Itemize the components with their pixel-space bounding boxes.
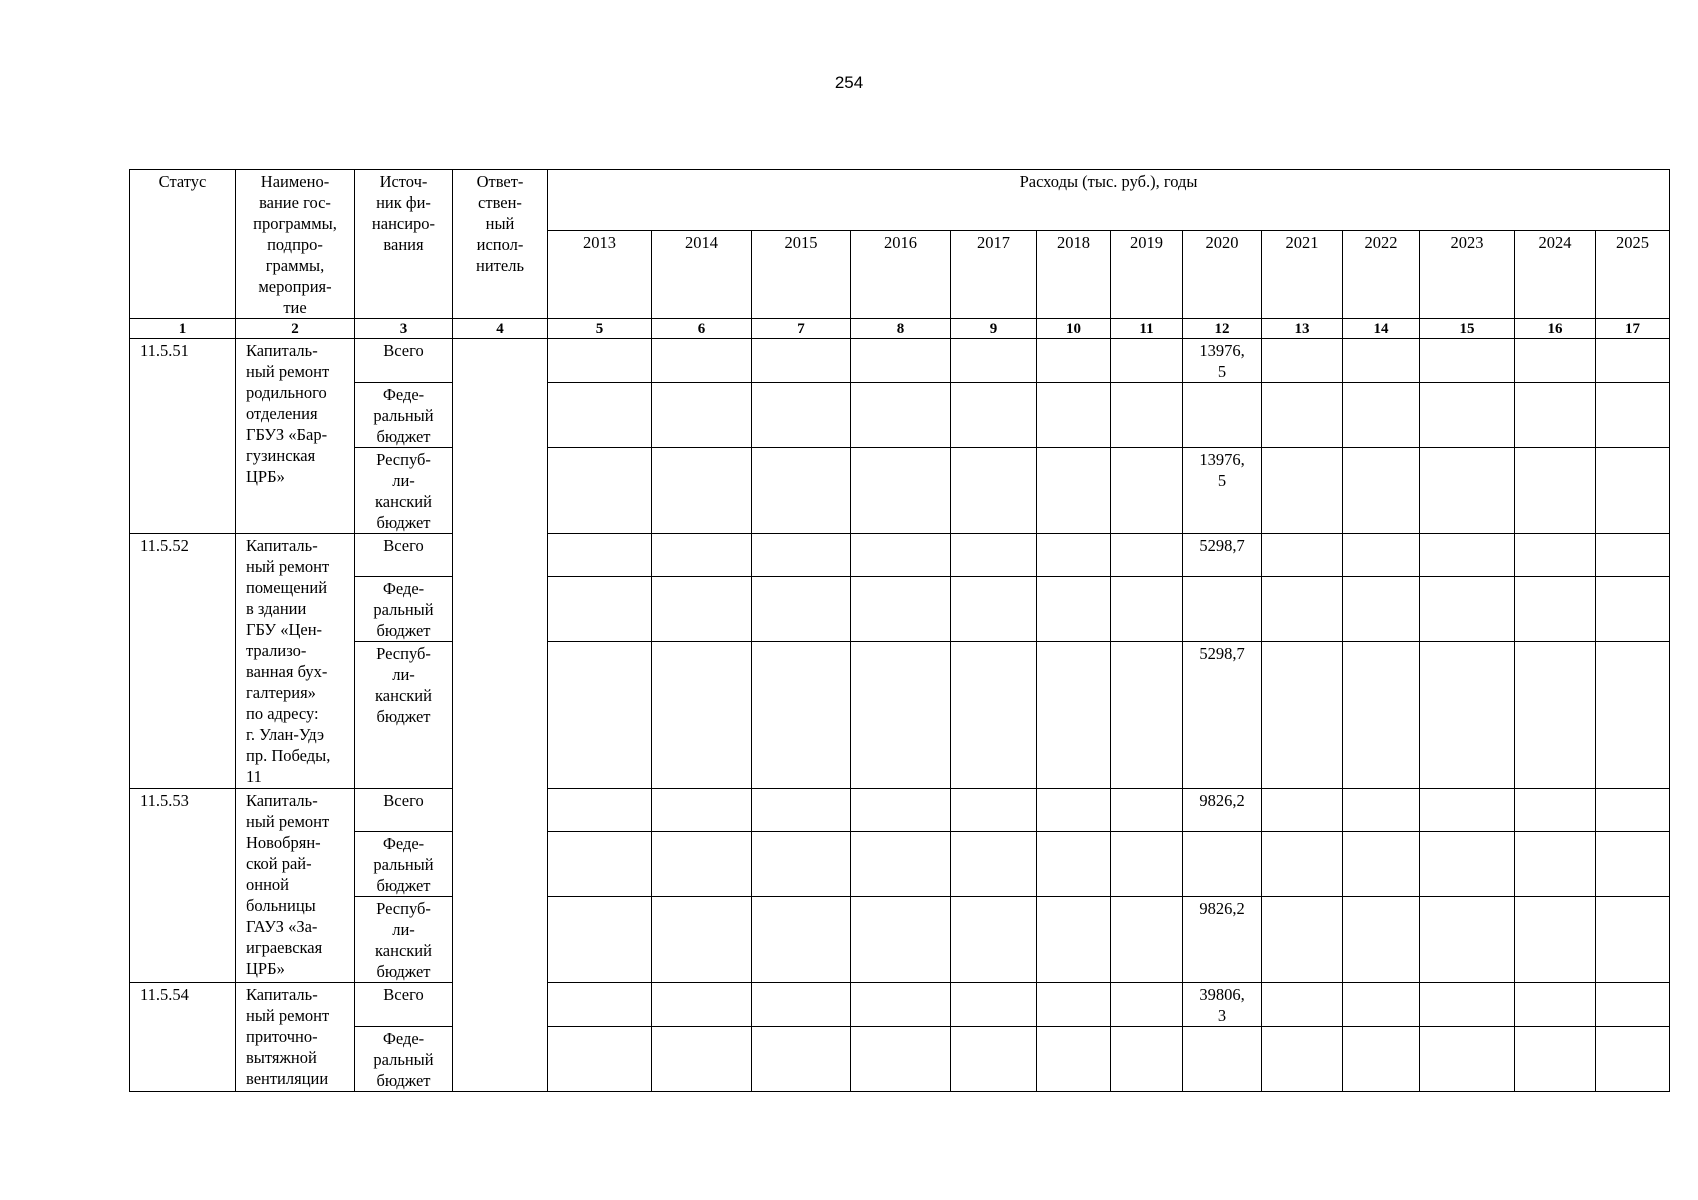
cell-2013 (548, 383, 652, 448)
cell-2024 (1515, 577, 1596, 642)
cell-2021 (1262, 897, 1343, 983)
cell-2019 (1111, 339, 1183, 383)
cell-2018 (1037, 534, 1111, 577)
column-number-13: 13 (1262, 319, 1343, 339)
cell-2014 (652, 789, 752, 832)
cell-2020: 39806, 3 (1183, 983, 1262, 1027)
table-row (130, 642, 1670, 789)
cell-2024 (1515, 789, 1596, 832)
cell-2015 (752, 339, 851, 383)
cell-2017 (951, 577, 1037, 642)
cell-2024 (1515, 642, 1596, 789)
cell-2021 (1262, 534, 1343, 577)
cell-2023 (1420, 339, 1515, 383)
table-row (130, 448, 1670, 534)
table-row (130, 897, 1670, 983)
row-funding-source: Респуб- ли- канский бюджет (355, 448, 453, 534)
cell-2023 (1420, 832, 1515, 897)
cell-2025 (1596, 339, 1670, 383)
cell-2025 (1596, 789, 1670, 832)
cell-2021 (1262, 577, 1343, 642)
cell-2015 (752, 1027, 851, 1092)
cell-2025 (1596, 577, 1670, 642)
cell-2016 (851, 983, 951, 1027)
cell-2021 (1262, 1027, 1343, 1092)
cell-2021 (1262, 983, 1343, 1027)
cell-2017 (951, 383, 1037, 448)
row-funding-source: Всего (355, 789, 453, 832)
cell-2023 (1420, 897, 1515, 983)
cell-2019 (1111, 448, 1183, 534)
cell-2013 (548, 832, 652, 897)
cell-2019 (1111, 983, 1183, 1027)
table-row (130, 534, 1670, 577)
table-row (130, 1027, 1670, 1092)
cell-2020 (1183, 577, 1262, 642)
header-name: Наимено- вание гос- программы, подпро- граммы, мероприя- тие (236, 170, 355, 319)
header-source: Источ- ник фи- нансиро- вания (355, 170, 453, 319)
cell-2022 (1343, 832, 1420, 897)
cell-2015 (752, 577, 851, 642)
row-measure-name: Капиталь- ный ремонт приточно- вытяжной вентиляции (236, 983, 355, 1092)
cell-2015 (752, 983, 851, 1027)
cell-2018 (1037, 1027, 1111, 1092)
cell-2013 (548, 577, 652, 642)
row-status: 11.5.52 (130, 534, 236, 789)
page-number: 254 (834, 73, 864, 92)
cell-2023 (1420, 789, 1515, 832)
column-number-16: 16 (1515, 319, 1596, 339)
column-number-9: 9 (951, 319, 1037, 339)
cell-2015 (752, 383, 851, 448)
cell-2014 (652, 448, 752, 534)
cell-2022 (1343, 577, 1420, 642)
cell-2018 (1037, 383, 1111, 448)
cell-2013 (548, 534, 652, 577)
cell-2023 (1420, 1027, 1515, 1092)
cell-2024 (1515, 339, 1596, 383)
column-number-17: 17 (1596, 319, 1670, 339)
row-funding-source: Феде- ральный бюджет (355, 1027, 453, 1092)
cell-2015 (752, 832, 851, 897)
cell-2020 (1183, 383, 1262, 448)
cell-2023 (1420, 448, 1515, 534)
header-year-2017: 2017 (951, 231, 1037, 319)
column-number-3: 3 (355, 319, 453, 339)
cell-2021 (1262, 448, 1343, 534)
header-year-2018: 2018 (1037, 231, 1111, 319)
header-status: Статус (130, 170, 236, 319)
cell-2025 (1596, 832, 1670, 897)
cell-2014 (652, 1027, 752, 1092)
cell-2018 (1037, 789, 1111, 832)
cell-2018 (1037, 339, 1111, 383)
cell-2022 (1343, 897, 1420, 983)
header-year-2024: 2024 (1515, 231, 1596, 319)
cell-2022 (1343, 1027, 1420, 1092)
row-funding-source: Всего (355, 339, 453, 383)
column-number-11: 11 (1111, 319, 1183, 339)
cell-2016 (851, 1027, 951, 1092)
cell-2020: 13976, 5 (1183, 448, 1262, 534)
header-year-2020: 2020 (1183, 231, 1262, 319)
cell-2022 (1343, 383, 1420, 448)
cell-2016 (851, 448, 951, 534)
column-number-6: 6 (652, 319, 752, 339)
cell-2017 (951, 832, 1037, 897)
cell-2013 (548, 1027, 652, 1092)
cell-2018 (1037, 642, 1111, 789)
cell-2016 (851, 897, 951, 983)
column-number-5: 5 (548, 319, 652, 339)
column-number-4: 4 (453, 319, 548, 339)
cell-2022 (1343, 339, 1420, 383)
row-measure-name: Капиталь- ный ремонт Новобрян- ской рай- онной больницы ГАУЗ «За- играевская ЦРБ» (236, 789, 355, 983)
cell-2016 (851, 534, 951, 577)
column-number-12: 12 (1183, 319, 1262, 339)
header-year-2015: 2015 (752, 231, 851, 319)
row-status: 11.5.54 (130, 983, 236, 1092)
cell-2021 (1262, 383, 1343, 448)
cell-2017 (951, 339, 1037, 383)
cell-2020: 9826,2 (1183, 897, 1262, 983)
cell-2013 (548, 448, 652, 534)
header-year-2013: 2013 (548, 231, 652, 319)
cell-2017 (951, 983, 1037, 1027)
cell-2015 (752, 642, 851, 789)
cell-2021 (1262, 832, 1343, 897)
cell-2014 (652, 339, 752, 383)
cell-2015 (752, 534, 851, 577)
cell-2019 (1111, 642, 1183, 789)
table-row (130, 789, 1670, 832)
column-number-2: 2 (236, 319, 355, 339)
cell-2016 (851, 339, 951, 383)
row-status: 11.5.53 (130, 789, 236, 983)
row-funding-source: Респуб- ли- канский бюджет (355, 897, 453, 983)
cell-2013 (548, 339, 652, 383)
row-funding-source: Феде- ральный бюджет (355, 577, 453, 642)
cell-2023 (1420, 383, 1515, 448)
column-number-15: 15 (1420, 319, 1515, 339)
cell-2016 (851, 383, 951, 448)
cell-2019 (1111, 1027, 1183, 1092)
cell-2013 (548, 789, 652, 832)
cell-2018 (1037, 897, 1111, 983)
cell-2014 (652, 983, 752, 1027)
table-row (130, 832, 1670, 897)
cell-2024 (1515, 1027, 1596, 1092)
cell-2021 (1262, 789, 1343, 832)
header-year-2023: 2023 (1420, 231, 1515, 319)
cell-2016 (851, 832, 951, 897)
header-year-2016: 2016 (851, 231, 951, 319)
cell-2020 (1183, 832, 1262, 897)
row-funding-source: Всего (355, 983, 453, 1027)
column-number-10: 10 (1037, 319, 1111, 339)
cell-2020: 5298,7 (1183, 642, 1262, 789)
header-responsible: Ответ- ствен- ный испол- нитель (453, 170, 548, 319)
column-number-14: 14 (1343, 319, 1420, 339)
cell-2025 (1596, 1027, 1670, 1092)
cell-2016 (851, 577, 951, 642)
cell-2025 (1596, 983, 1670, 1027)
header-year-2021: 2021 (1262, 231, 1343, 319)
cell-2022 (1343, 642, 1420, 789)
header-year-2025: 2025 (1596, 231, 1670, 319)
cell-2018 (1037, 577, 1111, 642)
cell-2025 (1596, 534, 1670, 577)
cell-2016 (851, 789, 951, 832)
cell-2022 (1343, 534, 1420, 577)
expenses-table (129, 169, 1670, 1092)
table-row (130, 983, 1670, 1027)
table-row (130, 383, 1670, 448)
cell-2015 (752, 897, 851, 983)
cell-2019 (1111, 534, 1183, 577)
cell-2023 (1420, 642, 1515, 789)
cell-2024 (1515, 534, 1596, 577)
cell-2013 (548, 983, 652, 1027)
cell-2013 (548, 897, 652, 983)
cell-2024 (1515, 383, 1596, 448)
header-year-2019: 2019 (1111, 231, 1183, 319)
cell-2025 (1596, 383, 1670, 448)
cell-2020: 9826,2 (1183, 789, 1262, 832)
cell-2021 (1262, 339, 1343, 383)
cell-2025 (1596, 642, 1670, 789)
row-funding-source: Феде- ральный бюджет (355, 832, 453, 897)
cell-2014 (652, 534, 752, 577)
cell-2024 (1515, 983, 1596, 1027)
cell-2024 (1515, 448, 1596, 534)
cell-2014 (652, 832, 752, 897)
row-status: 11.5.51 (130, 339, 236, 534)
cell-2025 (1596, 448, 1670, 534)
cell-2023 (1420, 577, 1515, 642)
cell-2019 (1111, 577, 1183, 642)
cell-2022 (1343, 448, 1420, 534)
cell-2017 (951, 897, 1037, 983)
cell-2019 (1111, 789, 1183, 832)
cell-2014 (652, 383, 752, 448)
cell-2024 (1515, 832, 1596, 897)
column-number-1: 1 (130, 319, 236, 339)
cell-2016 (851, 642, 951, 789)
row-funding-source: Респуб- ли- канский бюджет (355, 642, 453, 789)
cell-2015 (752, 448, 851, 534)
cell-2019 (1111, 383, 1183, 448)
cell-2022 (1343, 789, 1420, 832)
cell-2022 (1343, 983, 1420, 1027)
cell-2018 (1037, 448, 1111, 534)
cell-2015 (752, 789, 851, 832)
cell-2020: 5298,7 (1183, 534, 1262, 577)
table-row (130, 339, 1670, 383)
cell-2018 (1037, 983, 1111, 1027)
cell-2020 (1183, 1027, 1262, 1092)
cell-2019 (1111, 832, 1183, 897)
cell-2024 (1515, 897, 1596, 983)
cell-2017 (951, 448, 1037, 534)
row-funding-source: Феде- ральный бюджет (355, 383, 453, 448)
cell-2019 (1111, 897, 1183, 983)
header-year-2014: 2014 (652, 231, 752, 319)
column-number-7: 7 (752, 319, 851, 339)
cell-2023 (1420, 534, 1515, 577)
cell-2014 (652, 897, 752, 983)
row-funding-source: Всего (355, 534, 453, 577)
header-expenses: Расходы (тыс. руб.), годы (548, 170, 1670, 231)
row-responsible (453, 339, 548, 1092)
cell-2014 (652, 642, 752, 789)
cell-2013 (548, 642, 652, 789)
cell-2017 (951, 642, 1037, 789)
cell-2017 (951, 789, 1037, 832)
cell-2023 (1420, 983, 1515, 1027)
row-measure-name: Капиталь- ный ремонт помещений в здании ГБУ «Цен- трализо- ванная бух- галтерия» по адресу: г. Улан-Удэ пр. Победы, 11 (236, 534, 355, 789)
cell-2017 (951, 534, 1037, 577)
cell-2025 (1596, 897, 1670, 983)
table-row (130, 577, 1670, 642)
cell-2014 (652, 577, 752, 642)
cell-2021 (1262, 642, 1343, 789)
header-year-2022: 2022 (1343, 231, 1420, 319)
cell-2018 (1037, 832, 1111, 897)
row-measure-name: Капиталь- ный ремонт родильного отделения ГБУЗ «Бар- гузинская ЦРБ» (236, 339, 355, 534)
column-number-8: 8 (851, 319, 951, 339)
cell-2020: 13976, 5 (1183, 339, 1262, 383)
cell-2017 (951, 1027, 1037, 1092)
